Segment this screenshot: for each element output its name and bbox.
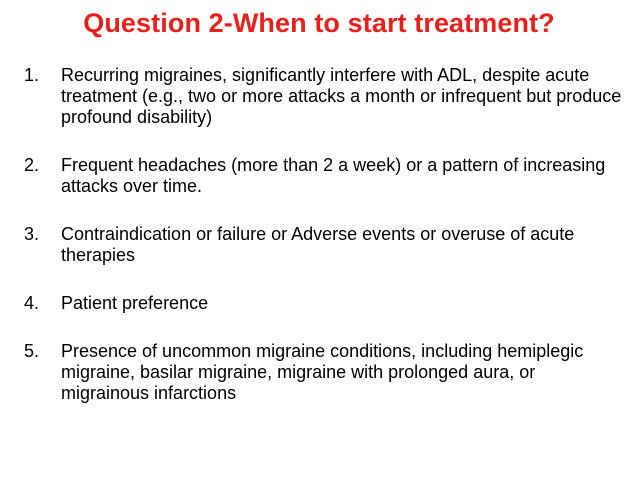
criteria-list (24, 65, 624, 404)
list-item-text: Patient preference (61, 293, 209, 313)
list-item (24, 224, 624, 266)
list-item-number: 4. (24, 293, 40, 313)
list-item-number: 2. (24, 155, 40, 175)
list-item-text: Presence of uncommon migraine conditions, including hemiplegic migraine, basilar migraine, migraine with prolonged aura, or migrainous infarctions (61, 341, 584, 403)
list-item (24, 341, 624, 404)
list-item (24, 155, 624, 197)
list-item-number: 5. (24, 341, 40, 361)
slide-title: Question 2-When to start treatment? (83, 8, 555, 38)
list-item-text: Recurring migraines, significantly interfere with ADL, despite acute treatment (e.g., two or more attacks a month or infrequent but produce profound disability) (61, 65, 622, 127)
list-item-number: 1. (24, 65, 40, 85)
list-item (24, 65, 624, 128)
list-item-text: Frequent headaches (more than 2 a week) or a pattern of increasing attacks over time. (61, 155, 606, 196)
list-item (24, 293, 624, 314)
list-item-text: Contraindication or failure or Adverse events or overuse of acute therapies (61, 224, 575, 265)
list-item-number: 3. (24, 224, 40, 244)
